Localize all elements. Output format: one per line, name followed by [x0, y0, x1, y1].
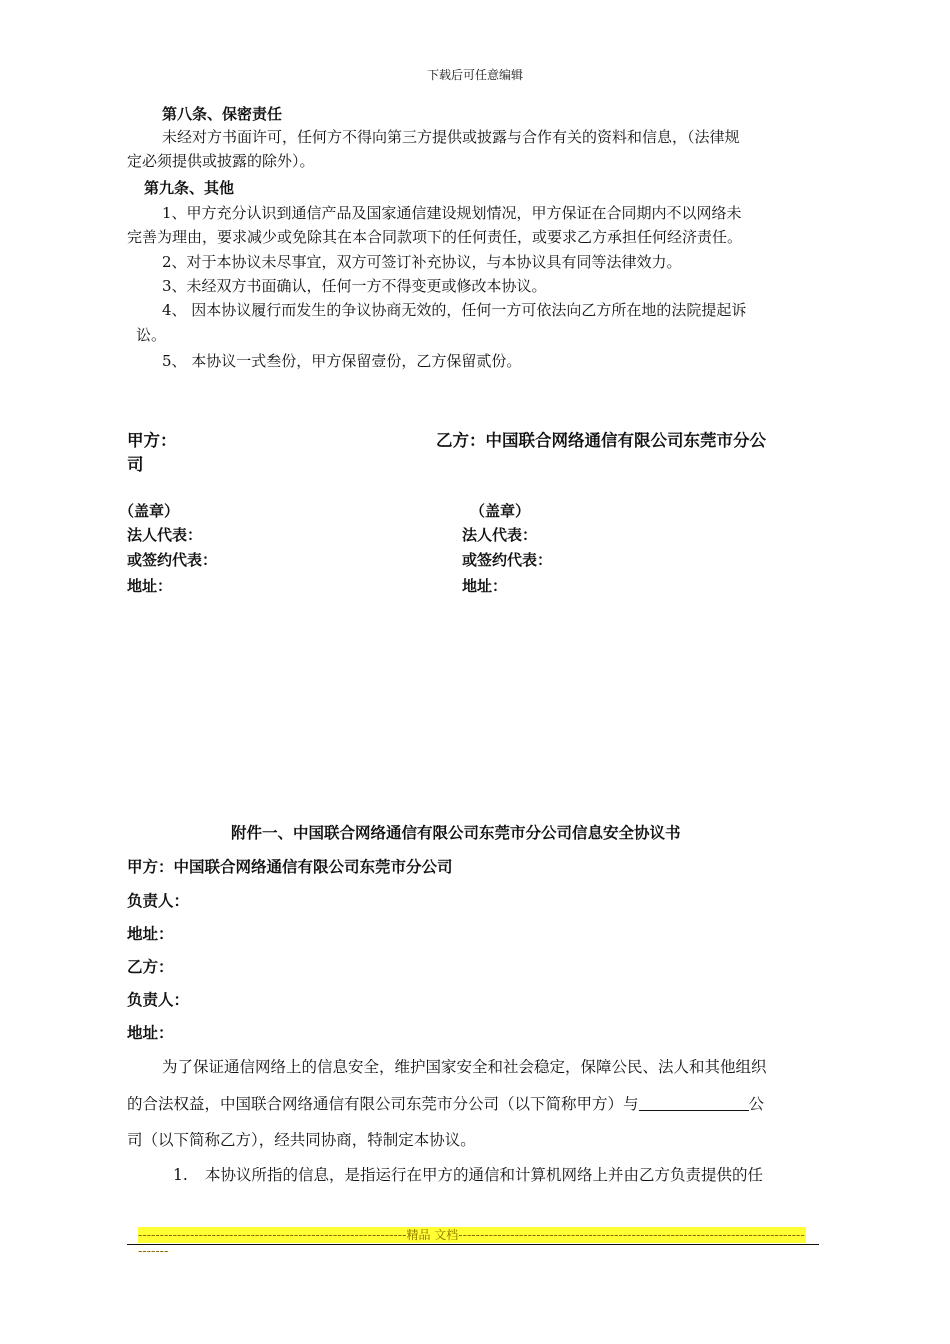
article-8-title: 第八条、保密责任 — [162, 105, 283, 123]
article-9-title: 第九条、其他 — [144, 179, 235, 197]
party-a-seal: （盖章） — [119, 502, 180, 520]
footer-text: 精品 文档 — [406, 1228, 459, 1242]
footer-dashes-right: --------------------------------------------------------------------------------------- — [138, 1228, 805, 1258]
attachment-party-a: 甲方：中国联合网络通信有限公司东莞市分公司 — [127, 857, 453, 876]
attachment-para-line3: 司（以下简称乙方），经共同协商，特制定本协议。 — [127, 1131, 476, 1149]
article-8-body-line2: 定必须提供或披露的除外）。 — [127, 152, 315, 170]
party-b-legal-rep: 法人代表： — [462, 526, 538, 544]
article-9-item2: 2、对于本协议未尽事宜，双方可签订补充协议，与本协议具有同等法律效力。 — [162, 253, 682, 271]
page-header: 下载后可任意编辑 — [426, 68, 523, 82]
article-9-item1-line1: 1、甲方充分认识到通信产品及国家通信建设规划情况，甲方保证在合同期内不以网络未 — [162, 204, 742, 222]
attachment-para-line1: 为了保证通信网络上的信息安全，维护国家安全和社会稳定，保障公民、法人和其他组织 — [162, 1058, 767, 1076]
attachment-party-a-address: 地址： — [127, 924, 174, 943]
attachment-item1-text: 本协议所指的信息，是指运行在甲方的通信和计算机网络上并由乙方负责提供的任 — [205, 1166, 764, 1184]
attachment-party-b-person: 负责人： — [127, 990, 190, 1009]
attachment-party-b: 乙方： — [127, 957, 174, 976]
article-8-body-line1: 未经对方书面许可，任何方不得向第三方提供或披露与合作有关的资料和信息，（法律规 — [162, 128, 740, 146]
party-b-seal: （盖章） — [470, 502, 531, 520]
attachment-title: 附件一、中国联合网络通信有限公司东莞市分公司信息安全协议书 — [231, 823, 681, 842]
party-b-signing-rep: 或签约代表： — [462, 551, 553, 569]
party-a-signing-rep: 或签约代表： — [127, 551, 218, 569]
attachment-item1-number: 1. — [173, 1166, 188, 1184]
party-a-address: 地址： — [127, 577, 173, 595]
attachment-party-b-address: 地址： — [127, 1023, 174, 1042]
party-b-line1: 乙方：中国联合网络通信有限公司东莞市分公 — [436, 431, 766, 450]
party-a-legal-rep: 法人代表： — [127, 526, 203, 544]
attachment-para-line2 — [127, 1088, 764, 1121]
article-9-item4-line2: 讼。 — [136, 326, 167, 344]
party-a-label: 甲方： — [127, 431, 177, 450]
article-9-item5: 5、 本协议一式叁份，甲方保留壹份，乙方保留贰份。 — [162, 352, 522, 370]
footer-dashes-left: -------------------------------------------------------------- — [138, 1228, 407, 1242]
article-9-item3: 3、未经双方书面确认，任何一方不得变更或修改本协议。 — [162, 277, 547, 295]
article-9-item4-line1: 4、 因本协议履行而发生的争议协商无效的，任何一方可依法向乙方所在地的法院提起诉 — [162, 301, 747, 319]
article-9-item1-line2: 完善为理由，要求减少或免除其在本合同款项下的任何责任，或要求乙方承担任何经济责任。 — [127, 228, 743, 246]
attachment-para-line2-prefix: 的合法权益，中国联合网络通信有限公司东莞市分公司（以下简称甲方）与 — [127, 1095, 639, 1113]
footer-divider — [127, 1244, 819, 1245]
attachment-party-a-person: 负责人： — [127, 891, 190, 910]
footer-band — [138, 1227, 806, 1258]
party-b-line2: 司 — [127, 455, 144, 474]
company-blank-field — [639, 1094, 749, 1111]
attachment-para-line2-suffix: 公 — [748, 1095, 765, 1113]
party-b-address: 地址： — [462, 577, 508, 595]
